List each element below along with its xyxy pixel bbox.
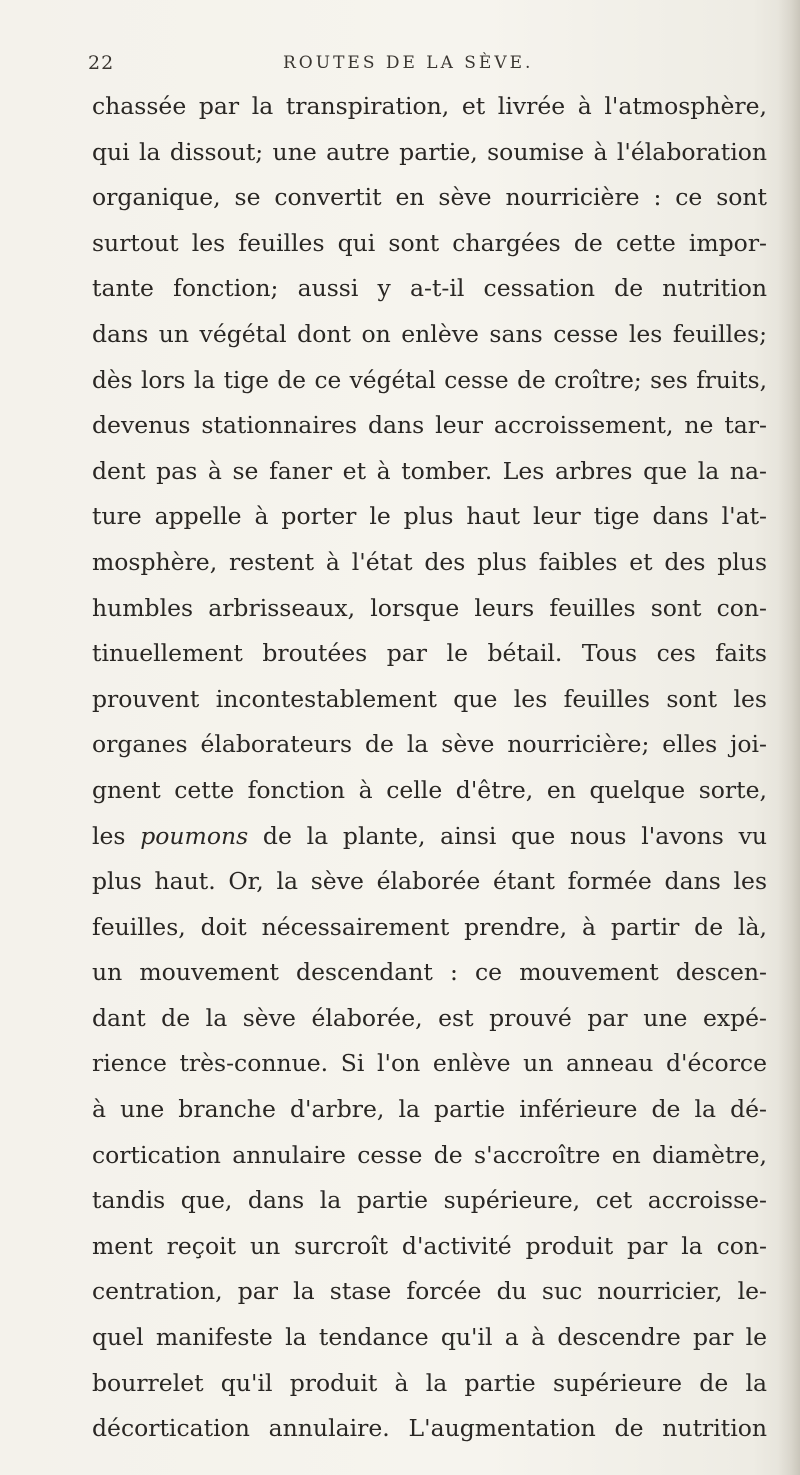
text-line: un mouvement descendant : ce mouvement descen- (92, 958, 767, 987)
text-line: prouvent incontestablement que les feuilles sont les (92, 684, 767, 713)
text-line: dent pas à se faner et à tomber. Les arbres que la na- (92, 456, 767, 485)
text-line: ment reçoit un surcroît d'activité produit par la con- (92, 1231, 767, 1260)
page-number: 22 (88, 52, 115, 74)
text-line: cortication annulaire cesse de s'accroître en diamètre, (92, 1140, 767, 1169)
text-line: bourrelet qu'il produit à la partie supérieure de la (92, 1368, 767, 1397)
text-line-with-italic (92, 814, 767, 860)
line-fragment: de la plante, ainsi que nous l'avons vu (248, 821, 767, 850)
text-line: surtout les feuilles qui sont chargées de cette impor- (92, 228, 767, 257)
text-line: feuilles, doit nécessairement prendre, à partir de là, (92, 912, 767, 941)
text-line: organes élaborateurs de la sève nourricière; elles joi- (92, 730, 767, 759)
text-line: rience très-connue. Si l'on enlève un anneau d'écorce (92, 1049, 767, 1078)
page-header (88, 52, 748, 78)
line-fragment: les (92, 821, 141, 850)
italic-term: poumons (140, 821, 249, 850)
text-line: dans un végétal dont on enlève sans cesse les feuilles; (92, 319, 767, 348)
text-line: dès lors la tige de ce végétal cesse de croître; ses fruits, (92, 366, 767, 394)
text-line: mosphère, restent à l'état des plus faibles et des plus (92, 547, 767, 576)
text-line: devenus stationnaires dans leur accroissement, ne tar- (92, 411, 767, 440)
text-line: qui la dissout; une autre partie, soumise à l'élaboration (92, 137, 767, 166)
body-text (92, 84, 767, 1452)
text-line: décortication annulaire. L'augmentation de nutrition (92, 1414, 767, 1443)
page-edge-shadow (778, 0, 800, 1475)
text-line: plus haut. Or, la sève élaborée étant formée dans les (92, 867, 767, 896)
running-head: ROUTES DE LA SÈVE. (283, 53, 534, 73)
text-line: ture appelle à porter le plus haut leur tige dans l'at- (92, 502, 767, 531)
text-line: organique, se convertit en sève nourricière : ce sont (92, 183, 767, 212)
text-line: tandis que, dans la partie supérieure, cet accroisse- (92, 1186, 767, 1215)
text-line: humbles arbrisseaux, lorsque leurs feuilles sont con- (92, 593, 767, 622)
text-line: centration, par la stase forcée du suc nourricier, le- (92, 1277, 767, 1306)
text-line: à une branche d'arbre, la partie inférieure de la dé- (92, 1095, 767, 1124)
text-line: gnent cette fonction à celle d'être, en quelque sorte, (92, 775, 767, 804)
text-line: tante fonction; aussi y a-t-il cessation de nutrition (92, 274, 767, 303)
text-line: chassée par la transpiration, et livrée à l'atmosphère, (92, 92, 767, 120)
text-line: dant de la sève élaborée, est prouvé par une expé- (92, 1003, 767, 1032)
text-line: tinuellement broutées par le bétail. Tous ces faits (92, 639, 767, 668)
text-line: quel manifeste la tendance qu'il a à descendre par le (92, 1323, 767, 1352)
